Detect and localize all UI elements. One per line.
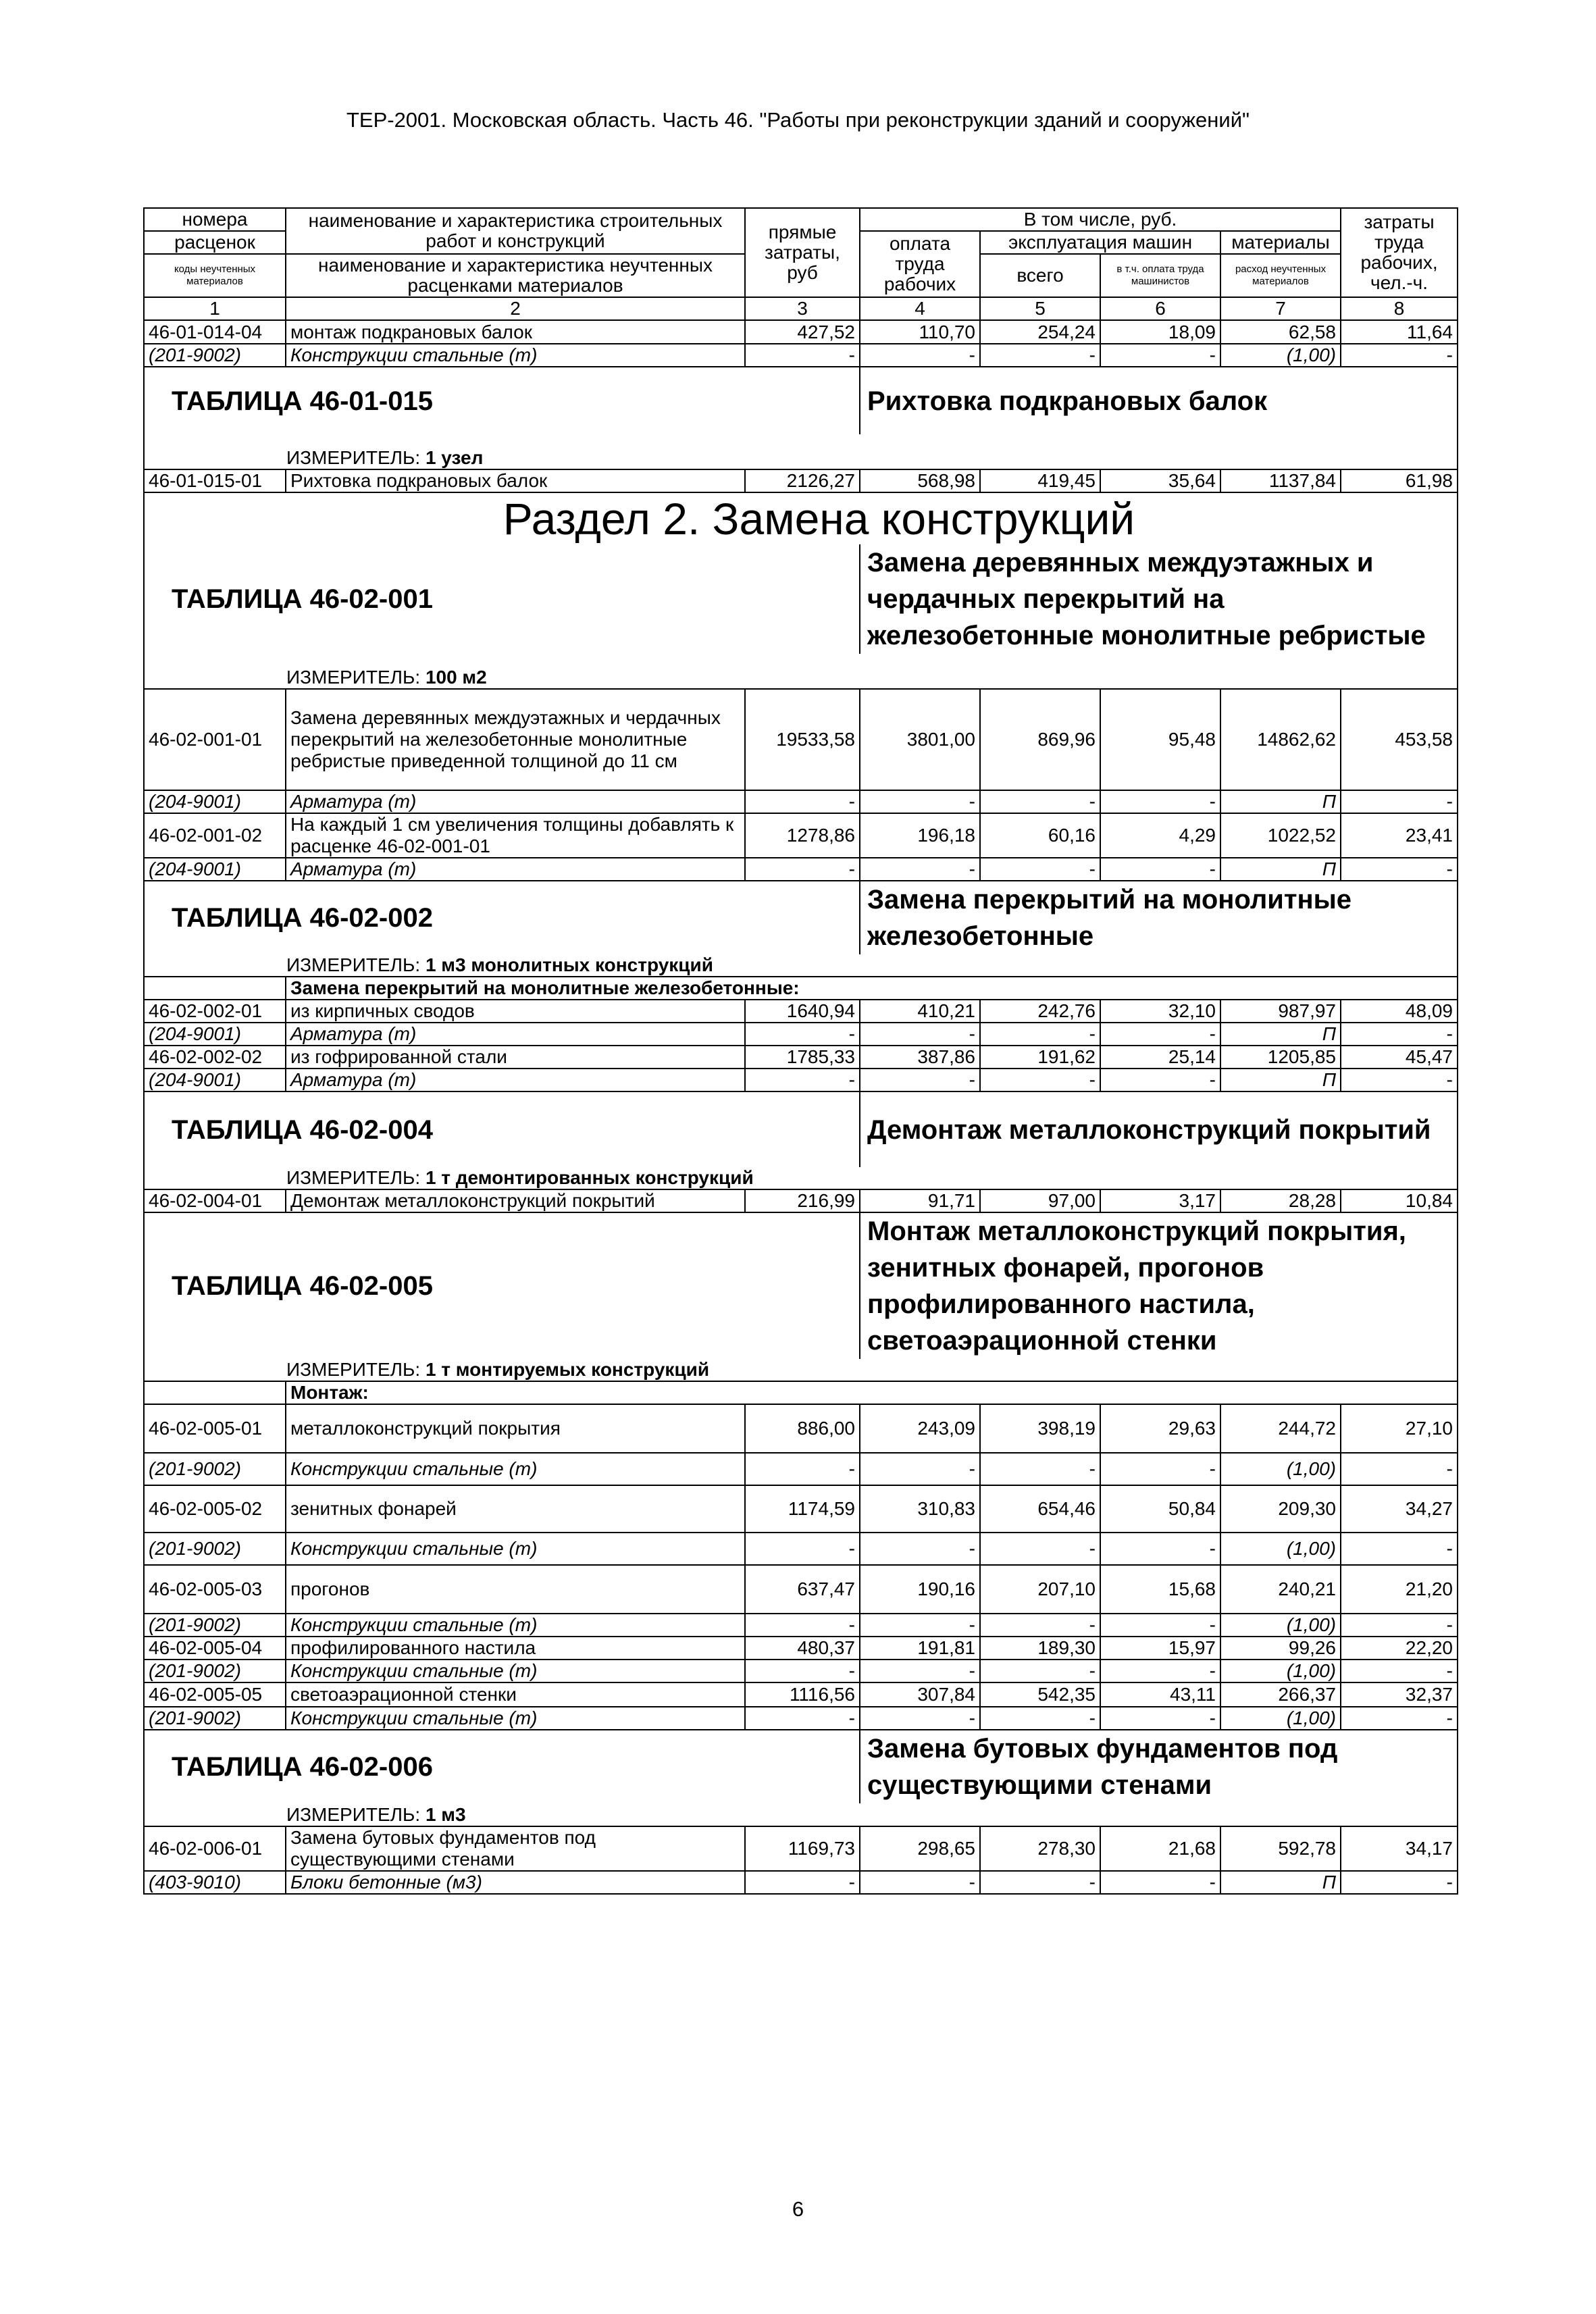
value-cell: -: [1341, 1533, 1458, 1565]
value-cell: 191,81: [860, 1637, 980, 1660]
value-cell: -: [1100, 344, 1220, 367]
value-cell: 35,64: [1100, 469, 1220, 492]
price-table-body: [143, 321, 1458, 1895]
value-cell: -: [860, 1533, 980, 1565]
rate-code: (204-9001): [144, 790, 286, 813]
rate-description: Арматура (т): [286, 858, 745, 881]
table-unit: [144, 954, 1458, 977]
value-cell: 637,47: [745, 1565, 860, 1614]
table-row: [144, 1660, 1458, 1682]
value-cell: 542,35: [980, 1682, 1100, 1707]
rate-description: Арматура (т): [286, 1069, 745, 1091]
rate-code: 46-02-005-04: [144, 1637, 286, 1660]
value-cell: 209,30: [1220, 1485, 1341, 1533]
value-cell: 15,97: [1100, 1637, 1220, 1660]
table-heading-row: [144, 1730, 1458, 1803]
value-cell: -: [980, 1871, 1100, 1894]
table-heading-row: [144, 881, 1458, 954]
col-index-cell: 5: [980, 297, 1100, 320]
table-unit: [144, 1359, 1458, 1381]
table-unit: [144, 654, 1458, 689]
value-cell: 307,84: [860, 1682, 980, 1707]
rate-description: металлоконструкций покрытия: [286, 1404, 745, 1453]
table-row: [144, 1533, 1458, 1565]
col-header-material-codes: коды неучтенных материалов: [144, 254, 286, 297]
value-cell: 60,16: [980, 813, 1100, 858]
value-cell: 34,17: [1341, 1826, 1458, 1871]
value-cell: 10,84: [1341, 1189, 1458, 1212]
table-unit-row: [144, 1803, 1458, 1826]
rate-description: Конструкции стальные (т): [286, 1533, 745, 1565]
rate-description: Конструкции стальные (т): [286, 344, 745, 367]
col-header-name: наименование и характеристика строительных работ и конструкций: [286, 208, 745, 254]
value-cell: -: [745, 1023, 860, 1046]
value-cell: 43,11: [1100, 1682, 1220, 1707]
value-cell: -: [1100, 1614, 1220, 1637]
table-title: Замена бутовых фундаментов под существующими стенами: [860, 1730, 1458, 1803]
rate-description: монтаж подкрановых балок: [286, 321, 745, 344]
value-cell: (1,00): [1220, 1453, 1341, 1485]
value-cell: 427,52: [745, 321, 860, 344]
table-row: [144, 1826, 1458, 1871]
value-cell: -: [1341, 858, 1458, 881]
value-cell: -: [1341, 1614, 1458, 1637]
table-row: [144, 344, 1458, 367]
value-cell: -: [860, 1707, 980, 1730]
value-cell: (1,00): [1220, 1614, 1341, 1637]
rate-code: 46-02-005-02: [144, 1485, 286, 1533]
rate-description: Замена деревянных междуэтажных и чердачных перекрытий на железобетонные монолитные ребристые приведенной толщиной до 11 см: [286, 689, 745, 790]
value-cell: -: [745, 1707, 860, 1730]
blank-cell: [144, 1381, 286, 1404]
table-row: [144, 1453, 1458, 1485]
rate-code: 46-02-002-02: [144, 1046, 286, 1069]
unit-prefix: ИЗМЕРИТЕЛЬ:: [286, 1167, 426, 1188]
value-cell: 99,26: [1220, 1637, 1341, 1660]
rate-code: (201-9002): [144, 344, 286, 367]
value-cell: П: [1220, 858, 1341, 881]
table-unit: [144, 1167, 1458, 1189]
table-row: [144, 469, 1458, 492]
value-cell: (1,00): [1220, 1707, 1341, 1730]
value-cell: 23,41: [1341, 813, 1458, 858]
value-cell: 266,37: [1220, 1682, 1341, 1707]
value-cell: 22,20: [1341, 1637, 1458, 1660]
value-cell: -: [745, 1614, 860, 1637]
value-cell: 28,28: [1220, 1189, 1341, 1212]
value-cell: -: [860, 344, 980, 367]
col-header-machines: эксплуатация машин: [980, 231, 1220, 254]
value-cell: -: [745, 1871, 860, 1894]
value-cell: -: [980, 858, 1100, 881]
value-cell: -: [1100, 1707, 1220, 1730]
value-cell: -: [1100, 1023, 1220, 1046]
value-cell: 453,58: [1341, 689, 1458, 790]
rate-description: Конструкции стальные (т): [286, 1707, 745, 1730]
unit-prefix: ИЗМЕРИТЕЛЬ:: [286, 1359, 426, 1380]
value-cell: 32,37: [1341, 1682, 1458, 1707]
value-cell: -: [745, 344, 860, 367]
value-cell: -: [980, 344, 1100, 367]
value-cell: 243,09: [860, 1404, 980, 1453]
table-unit-row: [144, 954, 1458, 977]
rate-code: 46-02-002-01: [144, 1000, 286, 1023]
value-cell: 1205,85: [1220, 1046, 1341, 1069]
unit-value: 1 м3 монолитных конструкций: [425, 954, 713, 975]
col-index-cell: 6: [1100, 297, 1220, 320]
value-cell: 91,71: [860, 1189, 980, 1212]
value-cell: 592,78: [1220, 1826, 1341, 1871]
table-heading-row: [144, 1212, 1458, 1359]
value-cell: -: [745, 858, 860, 881]
rate-code: (201-9002): [144, 1614, 286, 1637]
value-cell: 1022,52: [1220, 813, 1341, 858]
table-row: [144, 689, 1458, 790]
table-row: [144, 1614, 1458, 1637]
table-row: [144, 1000, 1458, 1023]
table-title: Рихтовка подкрановых балок: [860, 367, 1458, 434]
table-unit: [144, 434, 1458, 469]
blank-cell: [144, 977, 286, 1000]
value-cell: 25,14: [1100, 1046, 1220, 1069]
value-cell: -: [980, 1069, 1100, 1091]
table-row: [144, 1069, 1458, 1091]
value-cell: 11,64: [1341, 321, 1458, 344]
table-title: Монтаж металлоконструкций покрытия, зенитных фонарей, прогонов профилированного настила, светоаэрационной стенки: [860, 1212, 1458, 1359]
table-row: [144, 321, 1458, 344]
section-title: Раздел 2. Замена конструкций: [144, 492, 1458, 544]
rate-code: (204-9001): [144, 1069, 286, 1091]
value-cell: -: [1100, 858, 1220, 881]
value-cell: -: [980, 1533, 1100, 1565]
rate-description: светоаэрационной стенки: [286, 1682, 745, 1707]
rate-description: Арматура (т): [286, 1023, 745, 1046]
rate-description: Конструкции стальные (т): [286, 1660, 745, 1682]
value-cell: 21,20: [1341, 1565, 1458, 1614]
rate-code: 46-02-005-01: [144, 1404, 286, 1453]
table-unit: [144, 1803, 1458, 1826]
unit-prefix: ИЗМЕРИТЕЛЬ:: [286, 1804, 426, 1825]
table-label: ТАБЛИЦА 46-02-004: [144, 1091, 860, 1167]
rate-code: (201-9002): [144, 1453, 286, 1485]
rate-description: Арматура (т): [286, 790, 745, 813]
value-cell: 19533,58: [745, 689, 860, 790]
table-row: [144, 858, 1458, 881]
value-cell: 398,19: [980, 1404, 1100, 1453]
table-title: Замена деревянных междуэтажных и чердачных перекрытий на железобетонные монолитные ребристые: [860, 544, 1458, 654]
table-row: [144, 1189, 1458, 1212]
value-cell: 61,98: [1341, 469, 1458, 492]
table-row: [144, 1046, 1458, 1069]
value-cell: 4,29: [1100, 813, 1220, 858]
col-index-cell: 7: [1220, 297, 1341, 320]
value-cell: 97,00: [980, 1189, 1100, 1212]
value-cell: 27,10: [1341, 1404, 1458, 1453]
unit-prefix: ИЗМЕРИТЕЛЬ:: [286, 954, 426, 975]
value-cell: -: [745, 1453, 860, 1485]
table-row: [144, 1485, 1458, 1533]
value-cell: -: [860, 858, 980, 881]
value-cell: -: [860, 1660, 980, 1682]
col-index-cell: 1: [144, 297, 286, 320]
value-cell: 189,30: [980, 1637, 1100, 1660]
table-label: ТАБЛИЦА 46-02-002: [144, 881, 860, 954]
rate-code: (204-9001): [144, 1023, 286, 1046]
value-cell: -: [980, 1023, 1100, 1046]
value-cell: 1137,84: [1220, 469, 1341, 492]
value-cell: 987,97: [1220, 1000, 1341, 1023]
col-header-direct: прямые затраты, руб: [745, 208, 860, 297]
value-cell: 14862,62: [1220, 689, 1341, 790]
value-cell: 568,98: [860, 469, 980, 492]
value-cell: П: [1220, 1069, 1341, 1091]
table-title: Замена перекрытий на монолитные железобетонные: [860, 881, 1458, 954]
table-row: [144, 1023, 1458, 1046]
unit-value: 1 м3: [425, 1804, 466, 1825]
value-cell: -: [1341, 1660, 1458, 1682]
table-subheading: Замена перекрытий на монолитные железобетонные:: [286, 977, 1458, 1000]
col-index-cell: 4: [860, 297, 980, 320]
col-header-including: В том числе, руб.: [860, 208, 1341, 231]
value-cell: -: [745, 1533, 860, 1565]
value-cell: 244,72: [1220, 1404, 1341, 1453]
value-cell: -: [1100, 1533, 1220, 1565]
value-cell: 240,21: [1220, 1565, 1341, 1614]
value-cell: -: [860, 1614, 980, 1637]
value-cell: 15,68: [1100, 1565, 1220, 1614]
value-cell: (1,00): [1220, 1660, 1341, 1682]
value-cell: -: [745, 1660, 860, 1682]
table-subheading-row: [144, 977, 1458, 1000]
table-row: [144, 1565, 1458, 1614]
value-cell: 1169,73: [745, 1826, 860, 1871]
value-cell: -: [745, 790, 860, 813]
value-cell: -: [860, 790, 980, 813]
table-heading-row: [144, 367, 1458, 434]
value-cell: -: [1100, 790, 1220, 813]
value-cell: 190,16: [860, 1565, 980, 1614]
value-cell: -: [1100, 1069, 1220, 1091]
rate-code: (201-9002): [144, 1660, 286, 1682]
table-row: [144, 1682, 1458, 1707]
col-header-unaccounted-materials: расход неучтенных материалов: [1220, 254, 1341, 297]
col-header-wage: оплата труда рабочих: [860, 231, 980, 297]
col-header-machines-total: всего: [980, 254, 1100, 297]
rate-description: из гофрированной стали: [286, 1046, 745, 1069]
value-cell: 480,37: [745, 1637, 860, 1660]
rate-description: прогонов: [286, 1565, 745, 1614]
value-cell: 62,58: [1220, 321, 1341, 344]
rate-description: На каждый 1 см увеличения толщины добавлять к расценке 46-02-001-01: [286, 813, 745, 858]
value-cell: -: [980, 1614, 1100, 1637]
value-cell: -: [1341, 790, 1458, 813]
table-unit-row: [144, 654, 1458, 689]
value-cell: 387,86: [860, 1046, 980, 1069]
rate-code: (201-9002): [144, 1533, 286, 1565]
unit-value: 1 т монтируемых конструкций: [425, 1359, 710, 1380]
rate-code: (204-9001): [144, 858, 286, 881]
value-cell: 207,10: [980, 1565, 1100, 1614]
rate-code: 46-02-004-01: [144, 1189, 286, 1212]
value-cell: П: [1220, 790, 1341, 813]
value-cell: 48,09: [1341, 1000, 1458, 1023]
table-row: [144, 813, 1458, 858]
rate-description: из кирпичных сводов: [286, 1000, 745, 1023]
value-cell: 419,45: [980, 469, 1100, 492]
rate-code: 46-01-014-04: [144, 321, 286, 344]
value-cell: -: [1100, 1871, 1220, 1894]
table-heading-row: [144, 544, 1458, 654]
col-header-labor: затраты труда рабочих, чел.-ч.: [1341, 208, 1458, 297]
value-cell: 254,24: [980, 321, 1100, 344]
value-cell: П: [1220, 1023, 1341, 1046]
value-cell: 45,47: [1341, 1046, 1458, 1069]
rate-code: 46-02-005-05: [144, 1682, 286, 1707]
value-cell: -: [980, 790, 1100, 813]
rate-code: 46-02-006-01: [144, 1826, 286, 1871]
value-cell: 18,09: [1100, 321, 1220, 344]
col-index-cell: 2: [286, 297, 745, 320]
table-row: [144, 1404, 1458, 1453]
value-cell: 1174,59: [745, 1485, 860, 1533]
col-header-number-2: расценок: [144, 231, 286, 254]
rate-description: Конструкции стальные (т): [286, 1614, 745, 1637]
rate-code: 46-02-005-03: [144, 1565, 286, 1614]
section-title-row: [144, 492, 1458, 544]
value-cell: -: [1341, 344, 1458, 367]
value-cell: 3,17: [1100, 1189, 1220, 1212]
value-cell: П: [1220, 1871, 1341, 1894]
unit-value: 100 м2: [425, 667, 487, 688]
value-cell: -: [980, 1660, 1100, 1682]
value-cell: (1,00): [1220, 344, 1341, 367]
value-cell: 654,46: [980, 1485, 1100, 1533]
value-cell: 21,68: [1100, 1826, 1220, 1871]
value-cell: -: [1341, 1069, 1458, 1091]
value-cell: 298,65: [860, 1826, 980, 1871]
col-index-cell: 3: [745, 297, 860, 320]
col-index-cell: 8: [1341, 297, 1458, 320]
col-header-unaccounted-name: наименование и характеристика неучтенных расценками материалов: [286, 254, 745, 297]
value-cell: 216,99: [745, 1189, 860, 1212]
unit-value: 1 узел: [425, 447, 484, 468]
value-cell: 310,83: [860, 1485, 980, 1533]
value-cell: 1640,94: [745, 1000, 860, 1023]
rate-description: Демонтаж металлоконструкций покрытий: [286, 1189, 745, 1212]
value-cell: -: [1341, 1023, 1458, 1046]
value-cell: 242,76: [980, 1000, 1100, 1023]
rate-code: 46-02-001-02: [144, 813, 286, 858]
rate-description: зенитных фонарей: [286, 1485, 745, 1533]
column-header-table: [143, 207, 1458, 321]
value-cell: -: [860, 1453, 980, 1485]
rate-code: 46-01-015-01: [144, 469, 286, 492]
value-cell: -: [1341, 1871, 1458, 1894]
value-cell: 278,30: [980, 1826, 1100, 1871]
unit-prefix: ИЗМЕРИТЕЛЬ:: [286, 667, 426, 688]
value-cell: 869,96: [980, 689, 1100, 790]
table-unit-row: [144, 1167, 1458, 1189]
col-header-number: номера: [144, 208, 286, 231]
table-unit-row: [144, 434, 1458, 469]
value-cell: 410,21: [860, 1000, 980, 1023]
table-label: ТАБЛИЦА 46-02-005: [144, 1212, 860, 1359]
document-title: ТЕР-2001. Московская область. Часть 46. "Работы при реконструкции зданий и сооружений": [346, 108, 1250, 132]
value-cell: 1785,33: [745, 1046, 860, 1069]
table-row: [144, 790, 1458, 813]
rate-description: Замена бутовых фундаментов под существующими стенами: [286, 1826, 745, 1871]
rate-description: профилированного настила: [286, 1637, 745, 1660]
table-row: [144, 1707, 1458, 1730]
value-cell: -: [860, 1023, 980, 1046]
col-header-materials: материалы: [1220, 231, 1341, 254]
col-header-machinist-wage: в т.ч. оплата труда машинистов: [1100, 254, 1220, 297]
value-cell: 1116,56: [745, 1682, 860, 1707]
value-cell: 34,27: [1341, 1485, 1458, 1533]
value-cell: 29,63: [1100, 1404, 1220, 1453]
value-cell: 110,70: [860, 321, 980, 344]
table-row: [144, 1871, 1458, 1894]
value-cell: -: [745, 1069, 860, 1091]
value-cell: -: [1100, 1453, 1220, 1485]
value-cell: 196,18: [860, 813, 980, 858]
rate-code: (201-9002): [144, 1707, 286, 1730]
value-cell: -: [860, 1069, 980, 1091]
table-unit-row: [144, 1359, 1458, 1381]
value-cell: 191,62: [980, 1046, 1100, 1069]
value-cell: 1278,86: [745, 813, 860, 858]
table-label: ТАБЛИЦА 46-02-006: [144, 1730, 860, 1803]
table-label: ТАБЛИЦА 46-02-001: [144, 544, 860, 654]
value-cell: 886,00: [745, 1404, 860, 1453]
table-subheading: Монтаж:: [286, 1381, 1458, 1404]
rate-code: (403-9010): [144, 1871, 286, 1894]
value-cell: 32,10: [1100, 1000, 1220, 1023]
rate-code: 46-02-001-01: [144, 689, 286, 790]
table-heading-row: [144, 1091, 1458, 1167]
value-cell: 50,84: [1100, 1485, 1220, 1533]
value-cell: 2126,27: [745, 469, 860, 492]
value-cell: -: [1341, 1707, 1458, 1730]
value-cell: (1,00): [1220, 1533, 1341, 1565]
table-row: [144, 1637, 1458, 1660]
rate-description: Конструкции стальные (т): [286, 1453, 745, 1485]
value-cell: -: [1100, 1660, 1220, 1682]
table-subheading-row: [144, 1381, 1458, 1404]
price-table-container: [143, 207, 1457, 1895]
value-cell: 95,48: [1100, 689, 1220, 790]
value-cell: -: [1341, 1453, 1458, 1485]
page-number: 6: [792, 2197, 804, 2221]
rate-description: Рихтовка подкрановых балок: [286, 469, 745, 492]
rate-description: Блоки бетонные (м3): [286, 1871, 745, 1894]
value-cell: -: [980, 1453, 1100, 1485]
value-cell: -: [980, 1707, 1100, 1730]
unit-prefix: ИЗМЕРИТЕЛЬ:: [286, 447, 426, 468]
value-cell: 3801,00: [860, 689, 980, 790]
unit-value: 1 т демонтированных конструкций: [425, 1167, 754, 1188]
value-cell: -: [860, 1871, 980, 1894]
table-label: ТАБЛИЦА 46-01-015: [144, 367, 860, 434]
table-title: Демонтаж металлоконструкций покрытий: [860, 1091, 1458, 1167]
